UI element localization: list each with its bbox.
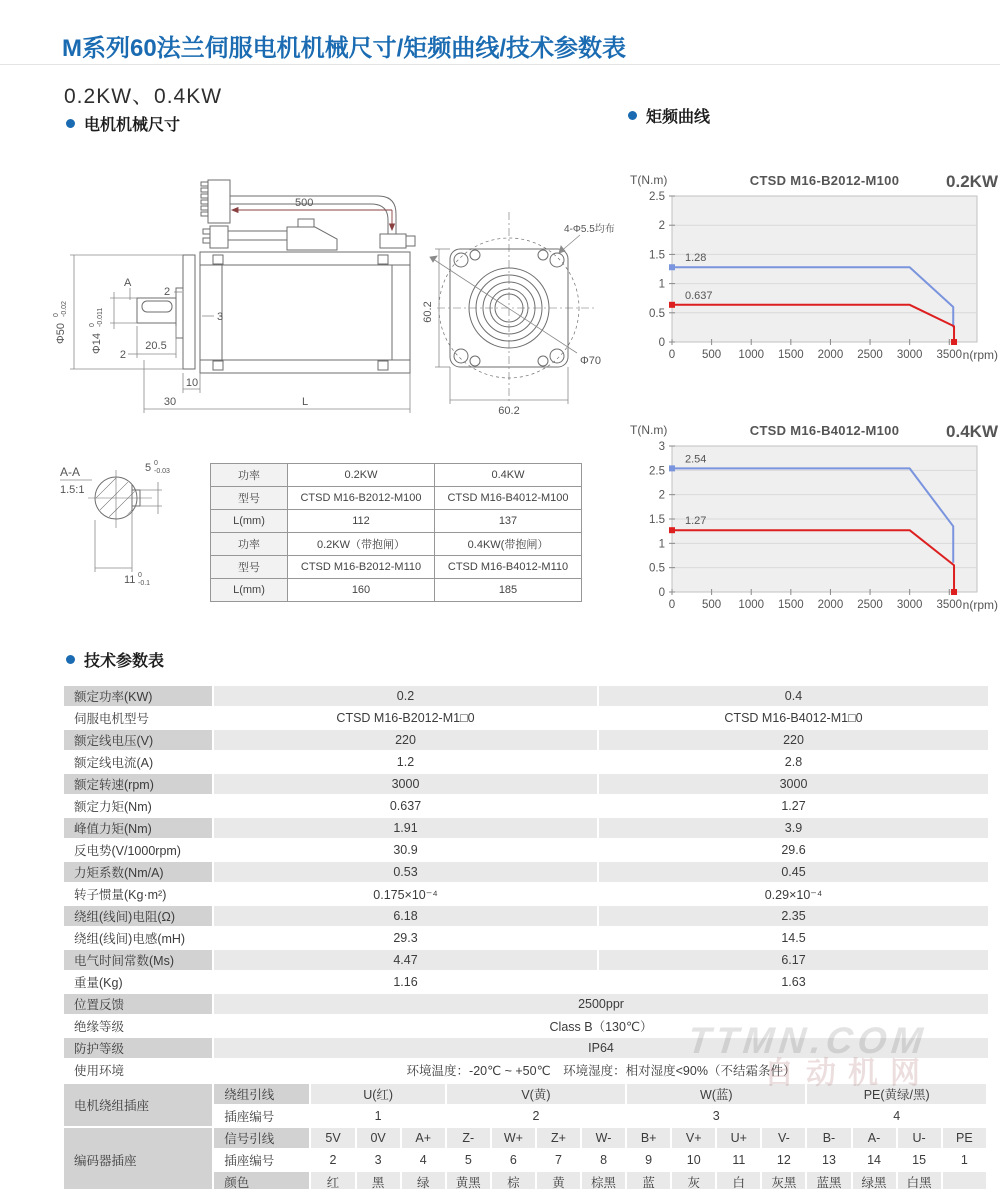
rated-torque-start-marker (669, 302, 675, 308)
encoder-wire-color: 灰 (671, 1171, 716, 1189)
torque-curve-chart-04kw (626, 420, 1000, 616)
param-value: 1.91 (213, 817, 598, 839)
param-label: 额定线电流(A) (63, 751, 213, 773)
param-value: 0.4 (598, 685, 989, 707)
encoder-wire-color: 蓝 (626, 1171, 671, 1189)
winding-pin-number: 2 (446, 1105, 626, 1127)
dim-flange-height: 60.2 (422, 301, 434, 323)
spec-value: 160 (288, 579, 435, 602)
param-value: 3000 (213, 773, 598, 795)
dim-2-bottom: 2 (119, 349, 126, 361)
encoder-wire-color: 棕 (491, 1171, 536, 1189)
svg-text:CTSD M16-B4012-M100: CTSD M16-B4012-M100 (749, 423, 900, 438)
tech-row (63, 949, 989, 971)
param-value: CTSD M16-B2012-M1□0 (213, 707, 598, 729)
encoder-signal: V- (761, 1127, 806, 1149)
svg-text:2000: 2000 (817, 599, 844, 611)
param-label: 使用环境 (63, 1059, 213, 1081)
svg-text:1: 1 (658, 278, 665, 291)
dim-bolt-circle: Φ70 (580, 355, 602, 367)
svg-text:n(rpm): n(rpm) (962, 348, 998, 362)
spec-value: 0.4KW (435, 464, 582, 487)
peak-torque-start-marker (669, 465, 675, 471)
param-value: 1.63 (598, 971, 989, 993)
encoder-signal: 0V (356, 1127, 401, 1149)
spec-value: CTSD M16-B2012-M100 (288, 487, 435, 510)
peak-torque-value-label: 2.54 (685, 453, 707, 466)
dim-flange-diameter: Φ50 (55, 322, 67, 344)
param-label: 伺服电机型号 (63, 707, 213, 729)
dim-3: 3 (217, 311, 224, 323)
param-label: 绝缘等级 (63, 1015, 213, 1037)
svg-text:1000: 1000 (738, 599, 765, 611)
dim-cable-length: 500 (295, 197, 314, 209)
encoder-signal: A+ (401, 1127, 446, 1149)
encoder-pin-number: 6 (491, 1149, 536, 1171)
dim-30: 30 (163, 396, 177, 408)
svg-text:0.5: 0.5 (649, 307, 665, 320)
section-technical-parameters (66, 648, 164, 671)
tech-row (63, 795, 989, 817)
encoder-signal: V+ (671, 1127, 716, 1149)
rated-torque-value-label: 0.637 (685, 289, 713, 302)
spec-value: CTSD M16-B2012-M110 (288, 556, 435, 579)
winding-pin-number: 1 (310, 1105, 445, 1127)
svg-text:3500: 3500 (936, 599, 963, 611)
svg-text:-0.03: -0.03 (154, 468, 170, 475)
param-value: 0.45 (598, 861, 989, 883)
bullet-icon (66, 655, 75, 664)
dim-flange-width: 60.2 (498, 405, 520, 417)
encoder-wire-color: 白黑 (897, 1171, 942, 1189)
svg-text:1500: 1500 (778, 349, 804, 361)
encoder-signal: Z- (446, 1127, 491, 1149)
param-value: 6.18 (213, 905, 598, 927)
torque-curve-chart-02kw (626, 170, 1000, 366)
encoder-signal-row (63, 1127, 987, 1149)
svg-text:500: 500 (702, 349, 722, 361)
encoder-pin-number: 14 (852, 1149, 897, 1171)
tech-row (63, 993, 989, 1015)
winding-socket-label: 电机绕组插座 (63, 1083, 213, 1127)
encoder-pin-number: 11 (716, 1149, 761, 1171)
encoder-pin-number: 5 (446, 1149, 491, 1171)
winding-lead: V(黄) (446, 1083, 626, 1105)
param-label: 绕组(线间)电感(mH) (63, 927, 213, 949)
section-mechanical-dimensions (66, 112, 180, 135)
peak-torque-value-label: 1.28 (685, 252, 707, 265)
spec-label: L(mm) (211, 579, 288, 602)
bullet-icon (628, 111, 637, 120)
svg-text:0: 0 (154, 460, 158, 467)
tech-row (63, 751, 989, 773)
tech-row (63, 971, 989, 993)
rated-torque-value-label: 1.27 (685, 515, 707, 528)
spec-row (211, 556, 582, 579)
svg-text:0: 0 (668, 599, 676, 611)
svg-text:2500: 2500 (857, 599, 883, 611)
encoder-wire-color: 绿 (401, 1171, 446, 1189)
tech-row (63, 817, 989, 839)
bullet-icon (66, 119, 75, 128)
spec-row (211, 533, 582, 556)
encoder-signal: Z+ (536, 1127, 581, 1149)
winding-lead-row (63, 1083, 987, 1105)
spec-label: 型号 (211, 556, 288, 579)
svg-text:-0.1: -0.1 (138, 580, 151, 587)
param-value-span: IP64 (213, 1037, 989, 1059)
winding-pin-number: 4 (806, 1105, 987, 1127)
encoder-signal: U- (897, 1127, 942, 1149)
torque-chart-svg (626, 170, 1000, 366)
svg-text:2: 2 (658, 220, 665, 233)
section-view-scale: 1.5:1 (60, 484, 85, 496)
param-value: 0.2 (213, 685, 598, 707)
param-label: 额定力矩(Nm) (63, 795, 213, 817)
svg-text:1.5: 1.5 (649, 514, 665, 526)
param-value: CTSD M16-B4012-M1□0 (598, 707, 989, 729)
technical-parameter-tables (62, 684, 988, 1189)
param-value: 30.9 (213, 839, 598, 861)
tech-row (63, 1037, 989, 1059)
dim-body-length: L (301, 396, 309, 408)
title-divider (0, 64, 1000, 65)
svg-text:-0.02: -0.02 (61, 301, 68, 317)
svg-text:500: 500 (702, 599, 722, 611)
spec-value: 185 (435, 579, 582, 602)
tech-row (63, 707, 989, 729)
param-value: 0.53 (213, 861, 598, 883)
svg-text:T(N.m): T(N.m) (630, 423, 668, 437)
svg-text:0: 0 (658, 337, 665, 349)
spec-label: 型号 (211, 487, 288, 510)
svg-text:2000: 2000 (817, 349, 844, 361)
encoder-wire-color (942, 1171, 987, 1189)
svg-text:1500: 1500 (778, 599, 804, 611)
svg-text:0: 0 (89, 323, 96, 327)
param-value: 6.17 (598, 949, 989, 971)
spec-row (211, 579, 582, 602)
param-value-span: 环境温度：-20℃ ~ +50℃ 环境湿度：相对湿度<90%（不结霜条件） (213, 1059, 989, 1081)
tech-row (63, 839, 989, 861)
param-value: 29.3 (213, 927, 598, 949)
param-value: 0.175×10⁻⁴ (213, 883, 598, 905)
param-label: 重量(Kg) (63, 971, 213, 993)
section-curve-label: 矩频曲线 (646, 109, 711, 126)
encoder-wire-color: 黄黑 (446, 1171, 491, 1189)
winding-lead: U(红) (310, 1083, 445, 1105)
param-label: 位置反馈 (63, 993, 213, 1015)
spec-row (211, 487, 582, 510)
encoder-wire-color: 白 (716, 1171, 761, 1189)
svg-text:CTSD M16-B2012-M100: CTSD M16-B2012-M100 (749, 173, 900, 188)
encoder-wire-color: 绿黑 (852, 1171, 897, 1189)
spec-value: CTSD M16-B4012-M100 (435, 487, 582, 510)
section-torque-curve (628, 104, 710, 127)
encoder-wire-color: 黑 (356, 1171, 401, 1189)
svg-text:3: 3 (658, 441, 665, 453)
param-value: 14.5 (598, 927, 989, 949)
param-value-span: 2500ppr (213, 993, 989, 1015)
tech-row (63, 685, 989, 707)
technical-parameter-table (62, 684, 990, 1082)
tech-row (63, 883, 989, 905)
encoder-pin-number: 9 (626, 1149, 671, 1171)
dim-key-depth: 5 (145, 462, 152, 474)
encoder-pin-number: 4 (401, 1149, 446, 1171)
encoder-signal: 5V (310, 1127, 355, 1149)
encoder-wire-color: 黄 (536, 1171, 581, 1189)
svg-text:2500: 2500 (857, 349, 883, 361)
tech-row (63, 773, 989, 795)
model-spec-table (210, 463, 582, 602)
param-value: 1.16 (213, 971, 598, 993)
dim-key-length: 20.5 (145, 340, 167, 352)
spec-value: 0.4KW(带抱闸） (435, 533, 582, 556)
section-mark-a: A (124, 277, 132, 289)
svg-text:0: 0 (53, 313, 60, 317)
rated-torque-end-marker (951, 589, 957, 595)
encoder-pin-number: 15 (897, 1149, 942, 1171)
param-value: 1.27 (598, 795, 989, 817)
dim-shaft-diameter: Φ14 (91, 332, 103, 354)
encoder-pin-number: 10 (671, 1149, 716, 1171)
param-value: 220 (598, 729, 989, 751)
winding-lead: W(蓝) (626, 1083, 806, 1105)
spec-value: 0.2KW（带抱闸） (288, 533, 435, 556)
encoder-signal: W+ (491, 1127, 536, 1149)
row-label: 插座编号 (213, 1149, 310, 1171)
param-label: 额定线电压(V) (63, 729, 213, 751)
encoder-signal: A- (852, 1127, 897, 1149)
section-params-label: 技术参数表 (84, 653, 165, 670)
spec-label: 功率 (211, 464, 288, 487)
svg-text:3000: 3000 (896, 599, 923, 611)
svg-text:3000: 3000 (896, 349, 923, 361)
param-label: 力矩系数(Nm/A) (63, 861, 213, 883)
encoder-wire-color: 蓝黑 (806, 1171, 851, 1189)
encoder-pin-number: 2 (310, 1149, 355, 1171)
encoder-pin-number: 12 (761, 1149, 806, 1171)
svg-text:2.5: 2.5 (649, 465, 665, 478)
encoder-signal: B+ (626, 1127, 671, 1149)
winding-lead: PE(黄绿/黑) (806, 1083, 987, 1105)
encoder-pin-number: 7 (536, 1149, 581, 1171)
svg-text:1: 1 (658, 538, 665, 551)
encoder-socket-label: 编码器插座 (63, 1127, 213, 1189)
dim-10: 10 (185, 377, 199, 389)
rated-torque-end-marker (951, 339, 957, 345)
encoder-wire-color: 红 (310, 1171, 355, 1189)
svg-text:1000: 1000 (738, 349, 765, 361)
param-value: 2.8 (598, 751, 989, 773)
spec-value: 137 (435, 510, 582, 533)
encoder-signal: B- (806, 1127, 851, 1149)
svg-text:3500: 3500 (936, 349, 963, 361)
rated-torque-start-marker (669, 527, 675, 533)
encoder-pin-number: 8 (581, 1149, 626, 1171)
svg-text:0: 0 (138, 572, 142, 579)
param-value-span: Class B（130℃） (213, 1015, 989, 1037)
peak-torque-start-marker (669, 264, 675, 270)
param-value: 4.47 (213, 949, 598, 971)
tech-row (63, 1059, 989, 1081)
spec-label: 功率 (211, 533, 288, 556)
tech-row (63, 1015, 989, 1037)
param-label: 峰值力矩(Nm) (63, 817, 213, 839)
tech-row (63, 905, 989, 927)
spec-value: CTSD M16-B4012-M110 (435, 556, 582, 579)
param-value: 3.9 (598, 817, 989, 839)
tech-row (63, 927, 989, 949)
param-value: 3000 (598, 773, 989, 795)
svg-text:0: 0 (658, 587, 665, 599)
spec-value: 112 (288, 510, 435, 533)
svg-text:0: 0 (668, 349, 676, 361)
row-label: 信号引线 (213, 1127, 310, 1149)
row-label: 绕组引线 (213, 1083, 310, 1105)
encoder-wire-color: 棕黑 (581, 1171, 626, 1189)
spec-value: 0.2KW (288, 464, 435, 487)
dim-key-width: 11 (124, 574, 136, 586)
encoder-pin-number: 1 (942, 1149, 987, 1171)
param-label: 额定功率(KW) (63, 685, 213, 707)
dim-2-top: 2 (164, 286, 171, 298)
torque-chart-svg (626, 420, 1000, 616)
param-label: 电气时间常数(Ms) (63, 949, 213, 971)
param-value: 220 (213, 729, 598, 751)
param-value: 0.637 (213, 795, 598, 817)
param-label: 绕组(线间)电阻(Ω) (63, 905, 213, 927)
param-value: 29.6 (598, 839, 989, 861)
svg-text:n(rpm): n(rpm) (962, 598, 998, 612)
winding-pin-number: 3 (626, 1105, 806, 1127)
encoder-signal: PE (942, 1127, 987, 1149)
param-label: 转子惯量(Kg·m²) (63, 883, 213, 905)
param-label: 反电势(V/1000rpm) (63, 839, 213, 861)
encoder-pin-number: 3 (356, 1149, 401, 1171)
encoder-wire-color: 灰黑 (761, 1171, 806, 1189)
param-label: 额定转速(rpm) (63, 773, 213, 795)
param-value: 1.2 (213, 751, 598, 773)
connector-pinout-table (62, 1082, 988, 1189)
spec-label: L(mm) (211, 510, 288, 533)
param-value: 0.29×10⁻⁴ (598, 883, 989, 905)
row-label: 插座编号 (213, 1105, 310, 1127)
encoder-pin-number: 13 (806, 1149, 851, 1171)
section-view-label: A-A (60, 465, 81, 479)
note-mounting-holes: 4-Φ5.5均布 (564, 224, 615, 235)
power-subtitle: 0.2KW、0.4KW (64, 85, 223, 108)
page-title: M系列60法兰伺服电机机械尺寸/矩频曲线/技术参数表 (62, 35, 627, 62)
svg-text:0.4KW: 0.4KW (946, 422, 998, 441)
spec-row (211, 510, 582, 533)
section-mechanical-label: 电机机械尺寸 (84, 117, 181, 134)
svg-text:T(N.m): T(N.m) (630, 173, 668, 187)
row-label: 颜色 (213, 1171, 310, 1189)
svg-text:1.5: 1.5 (649, 249, 665, 262)
svg-text:-0.011: -0.011 (97, 307, 104, 327)
encoder-signal: U+ (716, 1127, 761, 1149)
tech-row (63, 729, 989, 751)
param-label: 防护等级 (63, 1037, 213, 1059)
svg-text:0.2KW: 0.2KW (946, 172, 998, 191)
param-value: 2.35 (598, 905, 989, 927)
encoder-signal: W- (581, 1127, 626, 1149)
svg-text:2.5: 2.5 (649, 191, 665, 203)
tech-row (63, 861, 989, 883)
spec-row (211, 464, 582, 487)
svg-text:2: 2 (658, 489, 665, 502)
svg-text:0.5: 0.5 (649, 562, 665, 575)
